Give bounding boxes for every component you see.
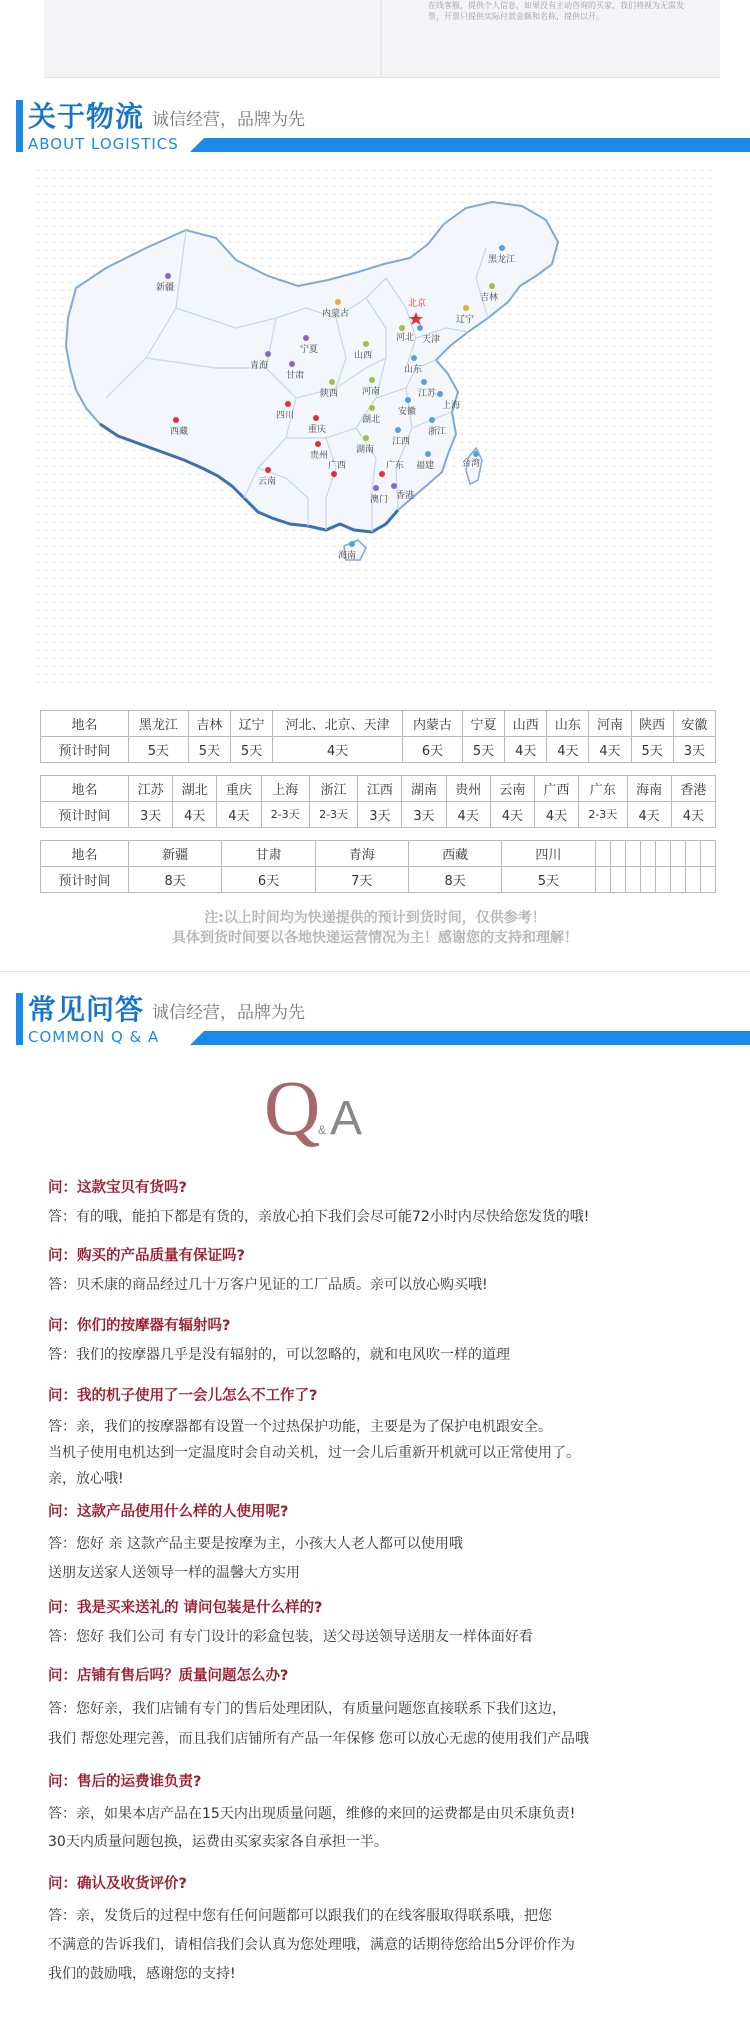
map-label-jiangxi: 江西 xyxy=(392,436,411,446)
table-row xyxy=(41,711,716,737)
faq-answer-line: 答：贝禾康的商品经过几十万客户见证的工厂品质。亲可以放心购买哦! xyxy=(48,1277,488,1293)
table-cell xyxy=(640,841,655,867)
table-cell: 辽宁 xyxy=(230,711,272,737)
faq-slogan: 诚信经营，品牌为先 xyxy=(152,1003,305,1023)
table-cell: 广西 xyxy=(534,776,578,802)
table-cell xyxy=(700,867,715,893)
table-cell: 地名 xyxy=(41,776,129,802)
table-cell xyxy=(670,841,685,867)
section-divider xyxy=(0,971,750,972)
faq-answer-line: 答：您好 我们公司 有专门设计的彩盒包装，送父母送领导送朋友一样体面好看 xyxy=(48,1629,533,1645)
table-row xyxy=(41,737,716,763)
map-label-beijing: 北京 xyxy=(408,298,427,308)
table-cell: 地名 xyxy=(41,841,129,867)
table-cell: 5天 xyxy=(188,737,230,763)
table-cell: 湖南 xyxy=(402,776,446,802)
table-cell xyxy=(685,841,700,867)
table-cell: 陕西 xyxy=(631,711,673,737)
table-cell: 甘肃 xyxy=(222,841,315,867)
table-cell xyxy=(610,841,625,867)
header-accent-bar xyxy=(16,993,23,1045)
faq-question: 问：店铺有售后吗？质量问题怎么办? xyxy=(48,1668,289,1684)
delivery-table-1 xyxy=(40,710,716,763)
map-label-jilin: 吉林 xyxy=(480,292,499,302)
delivery-notice-line-2: 具体到货时间要以各地快递运营情况为主！感谢您的支持和理解！ xyxy=(172,930,578,946)
table-cell xyxy=(640,867,655,893)
qa-logo-amp: & xyxy=(318,1123,327,1137)
table-cell xyxy=(625,867,640,893)
table-cell: 黑龙江 xyxy=(129,711,189,737)
table-cell: 3天 xyxy=(673,737,715,763)
faq-question: 问：确认及收货评价? xyxy=(48,1876,187,1892)
table-cell: 3天 xyxy=(402,802,446,828)
table-cell: 2-3天 xyxy=(309,802,357,828)
table-cell: 预计时间 xyxy=(41,802,129,828)
table-cell: 5天 xyxy=(462,737,504,763)
map-label-tianjin: 天津 xyxy=(422,334,441,344)
table-cell: 重庆 xyxy=(217,776,261,802)
table-cell: 8天 xyxy=(408,867,501,893)
table-cell: 海南 xyxy=(627,776,671,802)
faq-question: 问：这款产品使用什么样的人使用呢? xyxy=(48,1504,289,1520)
map-label-shandong: 山东 xyxy=(404,364,423,374)
qa-logo-q: Q xyxy=(264,1064,321,1151)
table-cell: 青海 xyxy=(315,841,408,867)
table-cell: 内蒙古 xyxy=(403,711,463,737)
faq-answer-line: 答：亲，发货后的过程中您有任何问题都可以跟我们的在线客服取得联系哦，把您 xyxy=(48,1908,552,1924)
table-cell xyxy=(700,841,715,867)
table-cell: 4天 xyxy=(490,802,534,828)
map-label-shanghai: 上海 xyxy=(442,400,461,410)
faq-section-header xyxy=(0,993,750,1053)
table-cell: 湖北 xyxy=(173,776,217,802)
delivery-notice-line-1: 注:以上时间均为快递提供的预计到货时间，仅供参考！ xyxy=(204,910,546,926)
faq-answer-line: 我们 帮您处理完善，而且我们店铺所有产品一年保修 您可以放心无虑的使用我们产品哦 xyxy=(48,1731,589,1747)
table-cell xyxy=(670,867,685,893)
table-cell: 地名 xyxy=(41,711,129,737)
map-label-aomen: 澳门 xyxy=(370,494,389,504)
map-label-fujian: 福建 xyxy=(416,460,435,470)
faq-answer-line: 答：您好 亲 这款产品主要是按摩为主，小孩大人老人都可以使用哦 xyxy=(48,1536,463,1552)
header-stripe xyxy=(190,1031,750,1045)
faq-question: 问：这款宝贝有货吗? xyxy=(48,1180,187,1196)
table-cell: 河南 xyxy=(589,711,631,737)
faq-answer-line: 30天内质量问题包换，运费由买家卖家各自承担一半。 xyxy=(48,1834,388,1850)
table-cell: 贵州 xyxy=(446,776,490,802)
table-cell: 四川 xyxy=(502,841,595,867)
map-label-shanxi: 山西 xyxy=(354,350,373,360)
table-row xyxy=(41,841,716,867)
map-label-hubei: 湖北 xyxy=(362,414,381,424)
map-label-guangdong: 广东 xyxy=(386,460,405,470)
map-label-heilongjiang: 黑龙江 xyxy=(488,254,516,264)
faq-answer-line: 当机子使用电机达到一定温度时会自动关机，过一会儿后重新开机就可以正常使用了。 xyxy=(48,1445,580,1461)
faq-item xyxy=(48,1502,728,1588)
table-cell: 4天 xyxy=(173,802,217,828)
delivery-table-3 xyxy=(40,840,716,893)
table-cell: 4天 xyxy=(589,737,631,763)
table-cell: 云南 xyxy=(490,776,534,802)
map-label-henan: 河南 xyxy=(362,386,381,396)
map-label-zhejiang: 浙江 xyxy=(428,426,447,436)
table-cell: 新疆 xyxy=(129,841,222,867)
faq-item xyxy=(48,1316,728,1366)
faq-answer-line: 答：亲，我们的按摩器都有设置一个过热保护功能，主要是为了保护电机跟安全。 xyxy=(48,1419,552,1435)
faq-item xyxy=(48,1772,728,1856)
map-label-sichuan: 四川 xyxy=(276,410,295,420)
map-label-xizang: 西藏 xyxy=(170,426,189,436)
table-cell xyxy=(595,867,610,893)
table-cell: 8天 xyxy=(129,867,222,893)
table-cell: 河北、北京、天津 xyxy=(273,711,403,737)
faq-item xyxy=(48,1386,728,1492)
map-label-chongqing: 重庆 xyxy=(308,424,327,434)
table-cell xyxy=(655,841,670,867)
faq-item xyxy=(48,1666,728,1754)
faq-answer-line: 我们的鼓励哦，感谢您的支持! xyxy=(48,1966,236,1982)
table-cell: 4天 xyxy=(273,737,403,763)
map-label-hebei: 河北 xyxy=(396,332,415,342)
header-stripe xyxy=(190,138,750,152)
map-label-yunnan: 云南 xyxy=(258,476,277,486)
table-cell: 6天 xyxy=(403,737,463,763)
table-cell: 4天 xyxy=(446,802,490,828)
table-cell: 5天 xyxy=(631,737,673,763)
logistics-section-header xyxy=(0,100,750,160)
table-cell: 2-3天 xyxy=(261,802,309,828)
faq-question: 问：售后的运费谁负责? xyxy=(48,1774,202,1790)
table-cell: 3天 xyxy=(358,802,402,828)
faq-answer-line: 答：您好亲，我们店铺有专门的售后处理团队，有质量问题您直接联系下我们这边， xyxy=(48,1701,566,1717)
table-cell: 山西 xyxy=(505,711,547,737)
map-label-shaanxi: 陕西 xyxy=(320,388,339,398)
table-cell xyxy=(655,867,670,893)
table-cell: 4天 xyxy=(505,737,547,763)
logistics-title: 关于物流 xyxy=(28,100,145,133)
table-cell: 山东 xyxy=(547,711,589,737)
faq-item xyxy=(48,1598,728,1648)
faq-title: 常见问答 xyxy=(28,993,145,1026)
table-cell: 预计时间 xyxy=(41,737,129,763)
faq-answer-line: 答：亲，如果本店产品在15天内出现质量问题，维修的来回的运费都是由贝禾康负责! xyxy=(48,1806,576,1822)
faq-question: 问：我的机子使用了一会儿怎么不工作了? xyxy=(48,1388,318,1404)
map-label-xinjiang: 新疆 xyxy=(156,282,175,292)
table-cell xyxy=(625,841,640,867)
faq-en-title: COMMON Q & A xyxy=(28,1028,160,1046)
map-label-gansu: 甘肃 xyxy=(286,370,305,380)
table-cell: 江西 xyxy=(358,776,402,802)
table-row xyxy=(41,802,716,828)
table-cell: 江苏 xyxy=(129,776,173,802)
invoice-note: 在线客服，提供个人信息，如果没有主动咨询的买家，我们将视为无需发票，开票只提供实际付款金额和名称，提供以开。 xyxy=(428,1,684,21)
strip-divider xyxy=(380,0,382,78)
map-label-guizhou: 贵州 xyxy=(310,450,329,460)
logistics-en-title: ABOUT LOGISTICS xyxy=(28,135,179,153)
map-label-ningxia: 宁夏 xyxy=(300,344,319,354)
table-cell: 宁夏 xyxy=(462,711,504,737)
faq-item xyxy=(48,1874,728,1989)
table-cell: 安徽 xyxy=(673,711,715,737)
logistics-slogan: 诚信经营，品牌为先 xyxy=(152,110,305,130)
faq-item xyxy=(48,1246,728,1296)
table-cell: 4天 xyxy=(671,802,715,828)
faq-question: 问：你们的按摩器有辐射吗? xyxy=(48,1318,231,1334)
faq-answer-line: 送朋友送家人送领导一样的温馨大方实用 xyxy=(48,1565,300,1581)
table-row xyxy=(41,867,716,893)
faq-answer-line: 答：我们的按摩器几乎是没有辐射的，可以忽略的，就和电风吹一样的道理 xyxy=(48,1347,510,1363)
table-cell: 西藏 xyxy=(408,841,501,867)
map-label-neimenggu: 内蒙古 xyxy=(322,308,350,318)
table-cell: 4天 xyxy=(547,737,589,763)
faq-answer-line: 亲，放心哦! xyxy=(48,1471,124,1487)
table-cell: 7天 xyxy=(315,867,408,893)
header-accent-bar xyxy=(16,100,23,152)
map-label-guangxi: 广西 xyxy=(328,460,347,470)
table-cell xyxy=(595,841,610,867)
faq-answer-line: 答：有的哦，能拍下都是有货的，亲放心拍下我们会尽可能72小时内尽快给您发货的哦! xyxy=(48,1209,590,1225)
qa-logo-a: A xyxy=(330,1092,363,1145)
table-cell: 吉林 xyxy=(188,711,230,737)
map-label-taiwan: 台湾 xyxy=(462,458,481,468)
table-cell: 5天 xyxy=(502,867,595,893)
faq-list xyxy=(48,1178,728,1989)
table-cell: 4天 xyxy=(627,802,671,828)
table-cell: 香港 xyxy=(671,776,715,802)
table-cell: 4天 xyxy=(534,802,578,828)
map-label-hunan: 湖南 xyxy=(356,444,375,454)
map-label-qinghai: 青海 xyxy=(250,360,269,370)
map-label-jiangsu: 江苏 xyxy=(418,388,437,398)
faq-question: 问：我是买来送礼的 请问包装是什么样的? xyxy=(48,1600,323,1616)
faq-answer-line: 不满意的告诉我们，请相信我们会认真为您处理哦，满意的话期待您给出5分评价作为 xyxy=(48,1937,575,1953)
table-cell: 浙江 xyxy=(309,776,357,802)
table-cell: 5天 xyxy=(129,737,189,763)
qa-logo xyxy=(262,1062,382,1152)
table-cell: 6天 xyxy=(222,867,315,893)
table-cell: 预计时间 xyxy=(41,867,129,893)
delivery-table-2 xyxy=(40,775,716,828)
faq-item xyxy=(48,1178,728,1228)
table-cell: 上海 xyxy=(261,776,309,802)
table-cell: 2-3天 xyxy=(579,802,627,828)
map-label-hainan: 海南 xyxy=(338,550,357,560)
top-info-strip xyxy=(44,0,720,78)
table-cell: 4天 xyxy=(217,802,261,828)
china-map xyxy=(36,168,716,688)
table-cell: 3天 xyxy=(129,802,173,828)
table-cell xyxy=(610,867,625,893)
table-row xyxy=(41,776,716,802)
map-label-liaoning: 辽宁 xyxy=(456,314,475,324)
map-label-anhui: 安徽 xyxy=(398,406,417,416)
table-cell: 广东 xyxy=(579,776,627,802)
table-cell: 5天 xyxy=(230,737,272,763)
table-cell xyxy=(685,867,700,893)
faq-question: 问：购买的产品质量有保证吗? xyxy=(48,1248,245,1264)
china-map-svg xyxy=(36,168,716,688)
map-label-xianggang: 香港 xyxy=(396,490,415,500)
